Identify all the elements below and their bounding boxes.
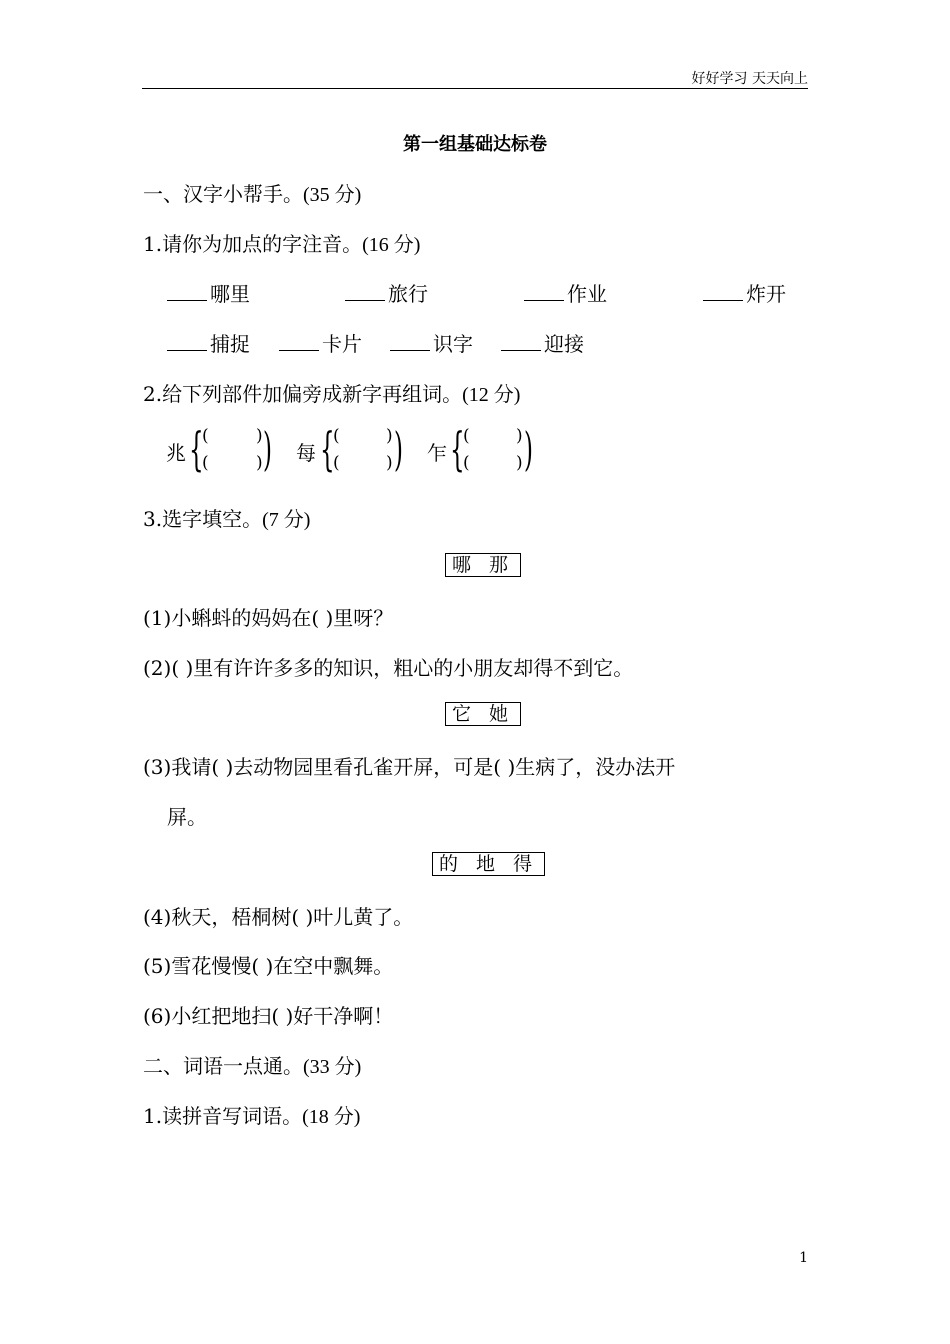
answer-blank[interactable]	[167, 332, 207, 351]
paren-open: (	[463, 426, 470, 446]
answer-blank[interactable]	[501, 332, 541, 351]
paren-open: (	[463, 453, 470, 473]
q3-sentence-1: (1)小蝌蚪的妈妈在( )里呀？	[143, 606, 394, 630]
q1-label: 1.请你为加点的字注音。	[143, 232, 363, 256]
q2-1-label: 1.读拼音写词语。	[143, 1104, 303, 1128]
answer-blank[interactable]	[279, 332, 319, 351]
q2-label: 2.给下列部件加偏旁成新字再组词。	[143, 382, 463, 406]
paren-close: )	[256, 453, 263, 473]
page-number: 1	[799, 1250, 808, 1266]
q2-part: 每	[296, 441, 316, 465]
q1-word: 哪里	[210, 282, 250, 306]
right-brace-icon: )	[524, 422, 533, 476]
q1-word: 捕捉	[210, 332, 250, 356]
section2-heading	[143, 1050, 361, 1079]
q3-sentence-5: (5)雪花慢慢( )在空中飘舞。	[143, 954, 394, 978]
answer-blank[interactable]	[167, 282, 207, 301]
choice-box-3: 的 地 得	[432, 852, 545, 876]
q3-sentence-3b: 屏。	[167, 805, 207, 829]
q2-part: 乍	[427, 441, 447, 465]
q1-item-2	[345, 278, 428, 307]
q3-sentence-3a: (3)我请( )去动物园里看孔雀开屏，可是( )生病了，没办法开	[143, 755, 676, 779]
q1-word: 炸开	[746, 282, 786, 306]
q2-heading	[143, 378, 520, 407]
q1-item-3	[524, 278, 607, 307]
answer-blank[interactable]	[390, 332, 430, 351]
q2-points: (12 分)	[462, 384, 521, 406]
section1-heading	[143, 178, 361, 207]
q2-1-points: (18 分)	[302, 1106, 361, 1128]
section2-points: (33 分)	[303, 1056, 362, 1078]
paren-close: )	[516, 453, 523, 473]
answer-blank[interactable]	[703, 282, 743, 301]
q3-sentence-2: (2)( )里有许许多多的知识，粗心的小朋友却得不到它。	[143, 656, 634, 680]
header-motto: 好好学习 天天向上	[691, 71, 808, 87]
page-title: 第一组基础达标卷	[403, 134, 547, 155]
choice-box-2: 它 她	[445, 702, 521, 726]
header-rule	[142, 88, 808, 89]
q3-heading	[143, 503, 310, 532]
q1-word: 迎接	[544, 332, 584, 356]
q1-points: (16 分)	[362, 234, 421, 256]
q2-part: 兆	[166, 441, 186, 465]
paren-open: (	[333, 426, 340, 446]
q3-points: (7 分)	[262, 509, 311, 531]
q3-sentence-4: (4)秋天，梧桐树( )叶儿黄了。	[143, 905, 414, 929]
left-brace-icon: {	[320, 422, 335, 476]
section1-label: 一、汉字小帮手。	[143, 182, 303, 206]
paren-close: )	[386, 453, 393, 473]
paren-open: (	[202, 426, 209, 446]
paren-close: )	[516, 426, 523, 446]
q1-word: 卡片	[322, 332, 362, 356]
paren-close: )	[386, 426, 393, 446]
left-brace-icon: {	[189, 422, 204, 476]
paren-close: )	[256, 426, 263, 446]
choice-box-1: 哪 那	[445, 553, 521, 577]
right-brace-icon: )	[263, 422, 272, 476]
q3-label: 3.选字填空。	[143, 507, 263, 531]
q1-heading	[143, 228, 420, 257]
left-brace-icon: {	[450, 422, 465, 476]
q1-word: 识字	[433, 332, 473, 356]
answer-blank[interactable]	[345, 282, 385, 301]
paren-open: (	[202, 453, 209, 473]
q3-sentence-6: (6)小红把地扫( )好干净啊！	[143, 1004, 394, 1028]
section1-points: (35 分)	[303, 184, 362, 206]
q1-word: 旅行	[388, 282, 428, 306]
section2-label: 二、词语一点通。	[143, 1054, 303, 1078]
q1-item-5	[167, 328, 250, 357]
q1-item-1	[167, 278, 250, 307]
right-brace-icon: )	[394, 422, 403, 476]
paren-open: (	[333, 453, 340, 473]
q1-item-6	[279, 328, 362, 357]
answer-blank[interactable]	[524, 282, 564, 301]
q1-word: 作业	[567, 282, 607, 306]
q1-item-7	[390, 328, 473, 357]
q1-item-4	[703, 278, 786, 307]
q1-item-8	[501, 328, 584, 357]
q2-1-heading	[143, 1100, 360, 1129]
